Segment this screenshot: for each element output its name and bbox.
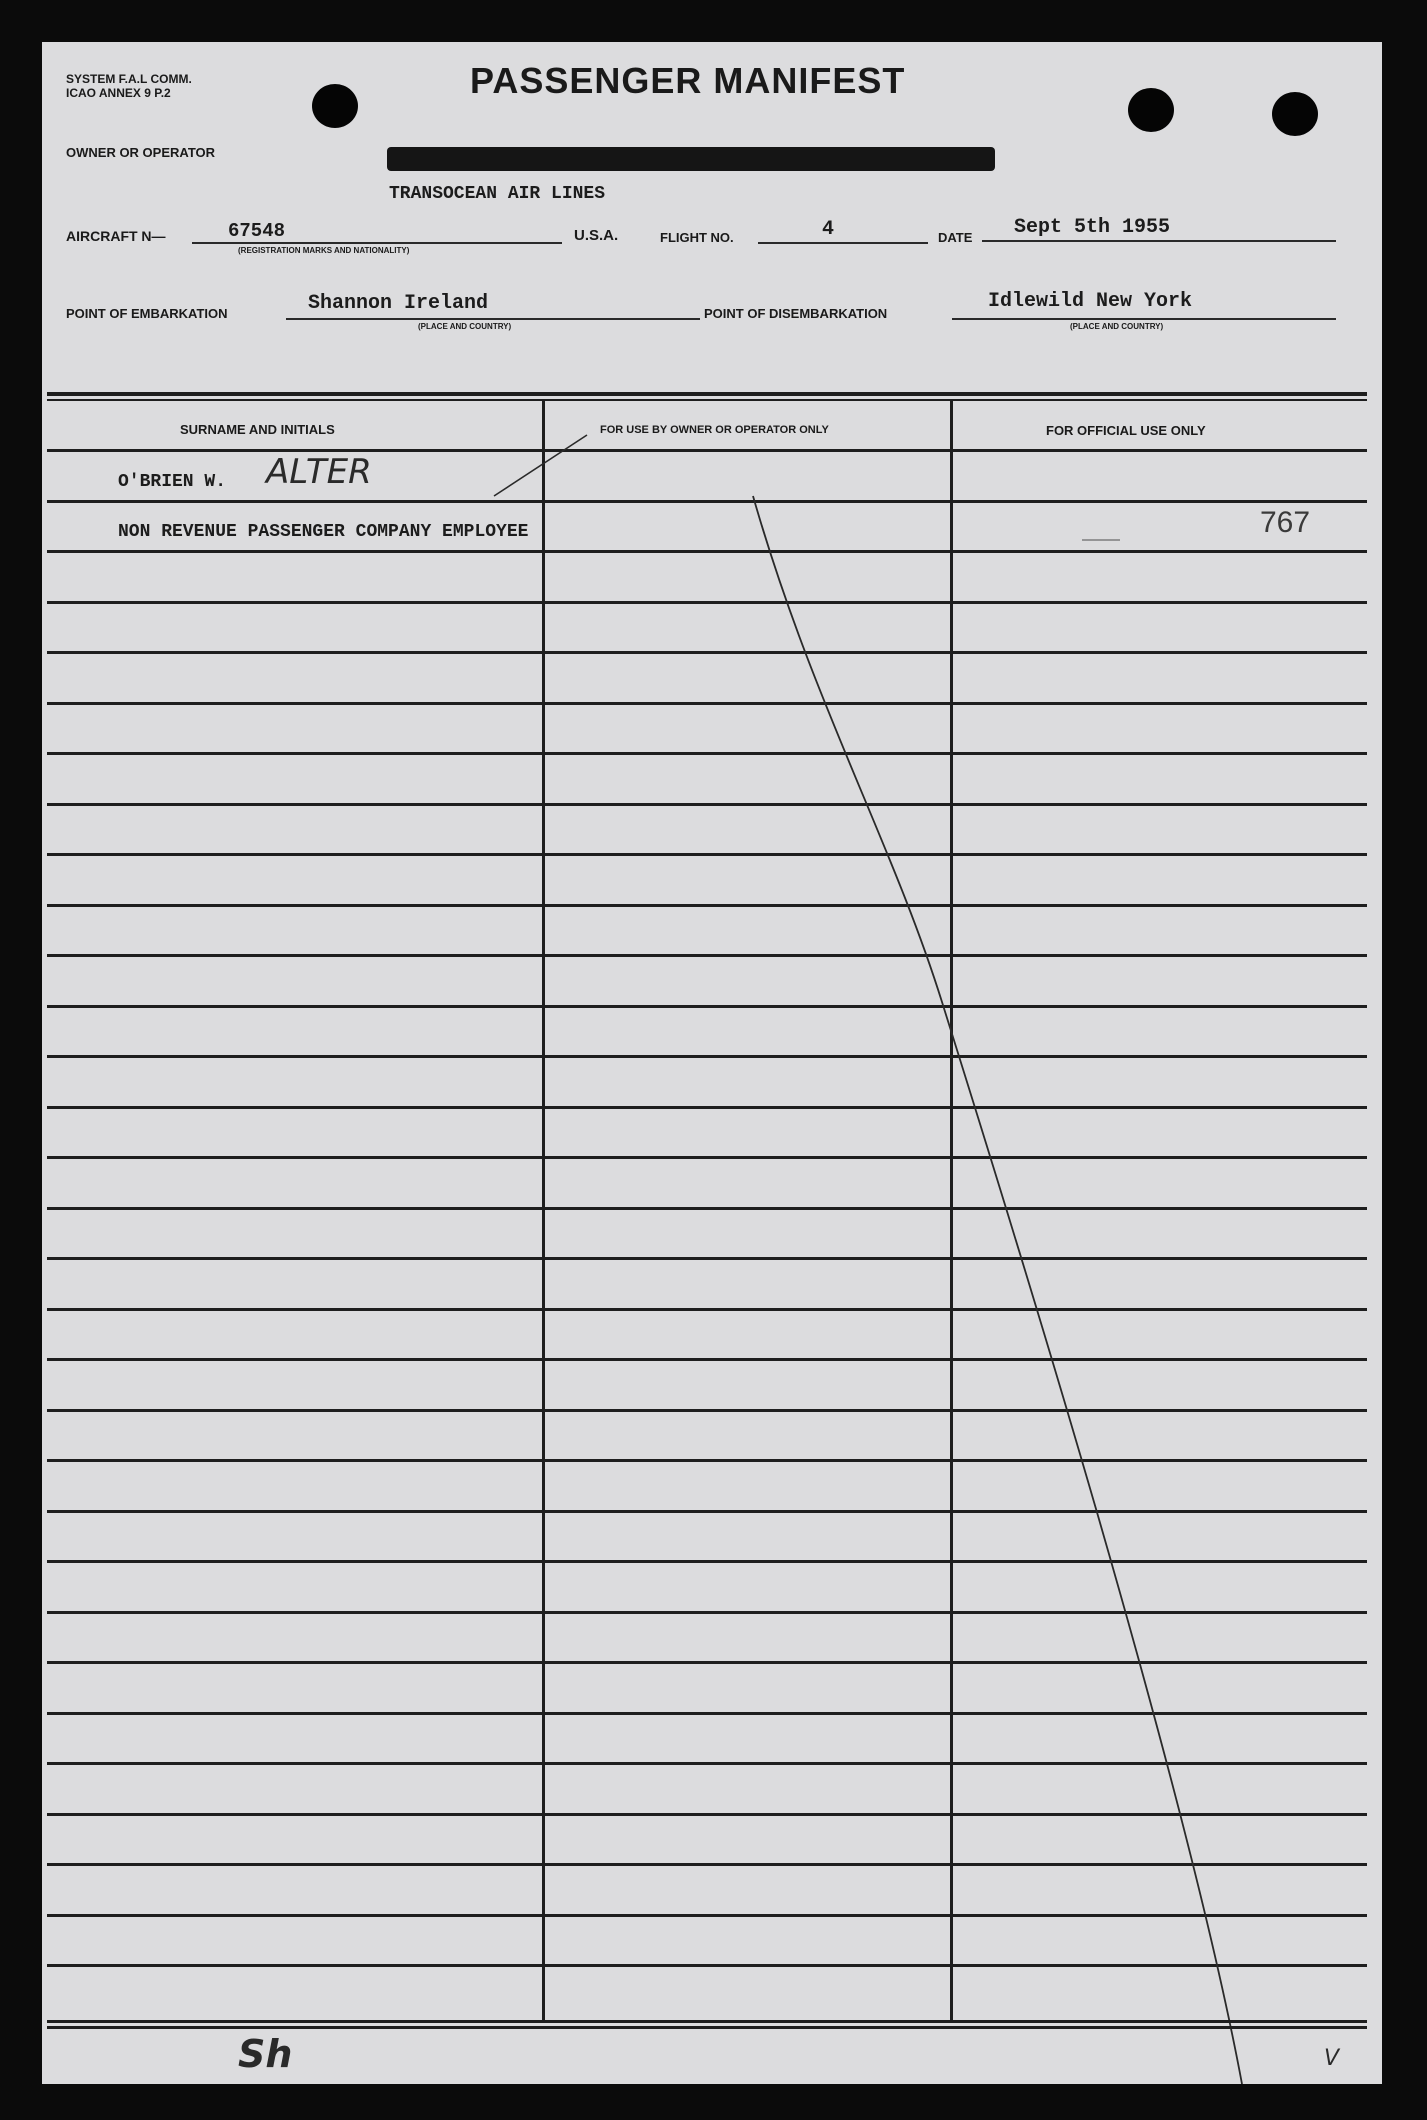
table-bottom-rule-2 — [47, 2026, 1367, 2029]
aircraft-label: AIRCRAFT N— — [66, 228, 166, 244]
embarkation-value: Shannon Ireland — [308, 292, 489, 315]
table-bottom-rule — [47, 2020, 1367, 2023]
flight-label: FLIGHT NO. — [660, 230, 734, 245]
embarkation-caption: (PLACE AND COUNTRY) — [418, 322, 512, 331]
owner-label: OWNER OR OPERATOR — [66, 145, 216, 160]
system-reference: SYSTEM F.A.L COMM. — [66, 72, 192, 86]
passenger-note: NON REVENUE PASSENGER COMPANY EMPLOYEE — [118, 522, 529, 542]
disembarkation-caption: (PLACE AND COUNTRY) — [1070, 322, 1164, 331]
official-number: 767 — [1260, 506, 1311, 539]
footer-tick: V — [1324, 2046, 1340, 2071]
page-title: PASSENGER MANIFEST — [470, 60, 906, 101]
date-label: DATE — [938, 230, 973, 245]
passenger-name-handwritten: ALTER — [266, 452, 372, 492]
header-owner-use: FOR USE BY OWNER OR OPERATOR ONLY — [600, 424, 829, 436]
owner-value: TRANSOCEAN AIR LINES — [389, 184, 606, 204]
pen-strokes — [42, 42, 1382, 2084]
header-surname: SURNAME AND INITIALS — [180, 422, 335, 437]
aircraft-caption: (REGISTRATION MARKS AND NATIONALITY) — [238, 246, 410, 255]
manifest-page — [42, 42, 1382, 2084]
disembarkation-label: POINT OF DISEMBARKATION — [704, 306, 888, 321]
date-value: Sept 5th 1955 — [1014, 216, 1171, 239]
flight-value: 4 — [822, 218, 835, 241]
aircraft-nationality: U.S.A. — [574, 227, 619, 244]
embarkation-label: POINT OF EMBARKATION — [66, 306, 228, 321]
footer-initials: Sh — [238, 2032, 293, 2076]
passenger-name-typed: O'BRIEN W. — [118, 472, 227, 492]
aircraft-value: 67548 — [228, 220, 286, 242]
disembarkation-value: Idlewild New York — [988, 290, 1193, 313]
icao-reference: ICAO ANNEX 9 P.2 — [66, 86, 171, 100]
header-official-use: FOR OFFICIAL USE ONLY — [1046, 423, 1206, 438]
